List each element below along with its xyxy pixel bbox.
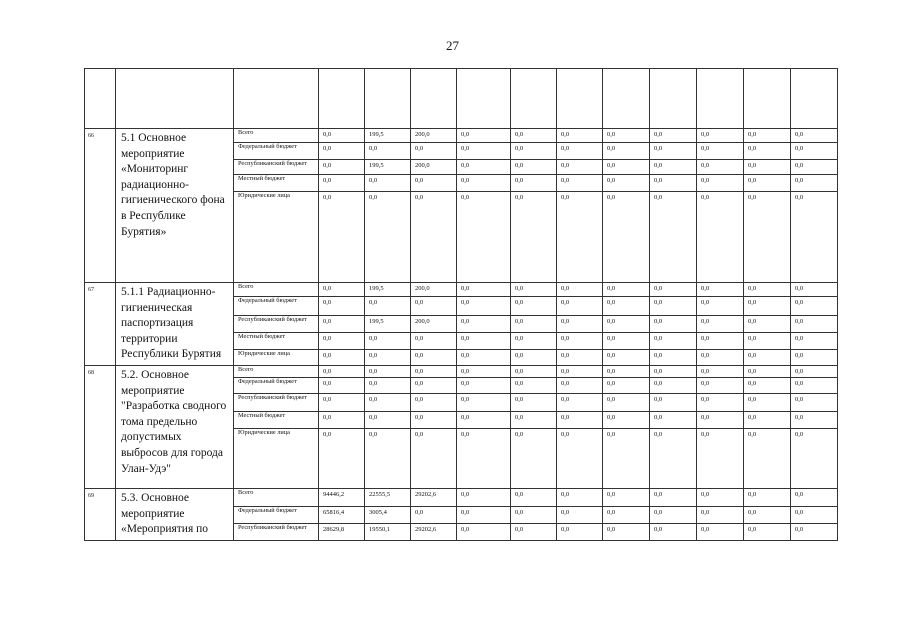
value-cell: 0,0 [557,129,603,143]
value-cell: 0,0 [603,350,650,366]
value-cell: 0,0 [457,489,511,507]
value-cell: 0,0 [557,394,603,412]
value-cell: 0,0 [457,350,511,366]
funding-source: Местный бюджет [234,333,319,350]
value-cell: 0,0 [791,412,838,429]
value-cell: 0,0 [411,192,457,283]
value-cell: 199,5 [365,129,411,143]
funding-source: Республиканский бюджет [234,394,319,412]
value-cell: 0,0 [697,394,744,412]
value-cell: 0,0 [411,175,457,192]
value-cell: 0,0 [557,316,603,333]
value-cell: 0,0 [457,366,511,378]
value-cell: 0,0 [511,366,557,378]
header-cell [411,69,457,129]
value-cell: 0,0 [557,160,603,175]
value-cell: 0,0 [365,394,411,412]
value-cell: 200,0 [411,316,457,333]
value-cell: 0,0 [791,366,838,378]
value-cell: 0,0 [557,366,603,378]
value-cell: 0,0 [744,175,791,192]
funding-source: Федеральный бюджет [234,143,319,160]
value-cell: 0,0 [319,129,365,143]
value-cell: 0,0 [744,378,791,394]
row-number: 68 [85,366,116,489]
value-cell: 0,0 [603,489,650,507]
value-cell: 0,0 [697,429,744,489]
value-cell: 0,0 [603,366,650,378]
header-cell [457,69,511,129]
value-cell: 0,0 [511,160,557,175]
value-cell: 0,0 [744,394,791,412]
value-cell: 0,0 [511,333,557,350]
value-cell: 0,0 [319,175,365,192]
value-cell: 0,0 [791,297,838,316]
value-cell: 199,5 [365,160,411,175]
funding-source: Местный бюджет [234,175,319,192]
value-cell: 0,0 [650,316,697,333]
value-cell: 0,0 [365,297,411,316]
value-cell: 22555,5 [365,489,411,507]
value-cell: 0,0 [791,129,838,143]
value-cell: 0,0 [744,333,791,350]
header-cell [697,69,744,129]
value-cell: 200,0 [411,160,457,175]
value-cell: 0,0 [411,412,457,429]
value-cell: 0,0 [411,143,457,160]
value-cell: 0,0 [744,366,791,378]
value-cell: 0,0 [650,378,697,394]
value-cell: 0,0 [511,192,557,283]
funding-source: Федеральный бюджет [234,378,319,394]
value-cell: 0,0 [319,366,365,378]
value-cell: 0,0 [557,283,603,297]
value-cell: 0,0 [411,394,457,412]
value-cell: 0,0 [744,192,791,283]
funding-source: Республиканский бюджет [234,160,319,175]
value-cell: 0,0 [697,524,744,541]
value-cell: 0,0 [319,316,365,333]
activity-name: 5.2. Основное мероприятие "Разработка сводного тома предельно допустимых выбросов для города Улан-Удэ" [116,366,234,489]
value-cell: 0,0 [457,333,511,350]
value-cell: 0,0 [411,350,457,366]
value-cell: 0,0 [650,175,697,192]
value-cell: 0,0 [511,297,557,316]
value-cell: 0,0 [511,129,557,143]
value-cell: 0,0 [511,316,557,333]
value-cell: 0,0 [603,283,650,297]
value-cell: 0,0 [744,160,791,175]
value-cell: 0,0 [557,378,603,394]
value-cell: 0,0 [697,160,744,175]
value-cell: 0,0 [791,524,838,541]
value-cell: 0,0 [697,283,744,297]
value-cell: 0,0 [411,507,457,524]
value-cell: 0,0 [650,366,697,378]
value-cell: 0,0 [603,297,650,316]
value-cell: 0,0 [411,429,457,489]
row-number: 66 [85,129,116,283]
value-cell: 0,0 [457,129,511,143]
value-cell: 0,0 [365,366,411,378]
value-cell: 0,0 [557,412,603,429]
value-cell: 0,0 [603,524,650,541]
value-cell: 0,0 [697,297,744,316]
value-cell: 0,0 [650,507,697,524]
value-cell: 0,0 [791,333,838,350]
value-cell: 0,0 [457,394,511,412]
value-cell: 0,0 [319,412,365,429]
value-cell: 0,0 [319,350,365,366]
value-cell: 0,0 [791,489,838,507]
activity-name: 5.1.1 Радиационно-гигиеническая паспортизация территории Республики Бурятия [116,283,234,366]
value-cell: 0,0 [319,160,365,175]
value-cell: 0,0 [557,333,603,350]
value-cell: 0,0 [319,283,365,297]
header-cell [603,69,650,129]
value-cell: 0,0 [557,143,603,160]
value-cell: 3005,4 [365,507,411,524]
value-cell: 0,0 [603,160,650,175]
value-cell: 0,0 [457,143,511,160]
value-cell: 0,0 [511,489,557,507]
value-cell: 0,0 [744,429,791,489]
value-cell: 199,5 [365,283,411,297]
value-cell: 29202,6 [411,489,457,507]
value-cell: 0,0 [650,412,697,429]
value-cell: 0,0 [457,192,511,283]
value-cell: 0,0 [650,350,697,366]
funding-source: Местный бюджет [234,412,319,429]
header-cell [511,69,557,129]
value-cell: 0,0 [365,175,411,192]
value-cell: 0,0 [557,524,603,541]
value-cell: 0,0 [457,160,511,175]
value-cell: 0,0 [650,192,697,283]
value-cell: 0,0 [603,192,650,283]
value-cell: 0,0 [511,429,557,489]
table-row [85,489,838,507]
value-cell: 0,0 [603,412,650,429]
value-cell: 0,0 [744,316,791,333]
value-cell: 0,0 [791,160,838,175]
value-cell: 0,0 [603,507,650,524]
header-cell [744,69,791,129]
value-cell: 0,0 [511,394,557,412]
value-cell: 0,0 [457,175,511,192]
value-cell: 0,0 [511,378,557,394]
row-number: 69 [85,489,116,541]
value-cell: 0,0 [557,429,603,489]
value-cell: 0,0 [319,378,365,394]
value-cell: 0,0 [511,524,557,541]
value-cell: 0,0 [365,378,411,394]
value-cell: 0,0 [457,297,511,316]
value-cell: 0,0 [603,175,650,192]
value-cell: 28629,8 [319,524,365,541]
value-cell: 0,0 [557,175,603,192]
value-cell: 0,0 [650,489,697,507]
value-cell: 0,0 [511,350,557,366]
value-cell: 0,0 [744,489,791,507]
value-cell: 0,0 [603,143,650,160]
value-cell: 0,0 [697,175,744,192]
value-cell: 0,0 [557,507,603,524]
value-cell: 0,0 [457,524,511,541]
value-cell: 0,0 [697,489,744,507]
header-cell [85,69,116,129]
value-cell: 0,0 [791,507,838,524]
value-cell: 0,0 [365,412,411,429]
value-cell: 0,0 [697,350,744,366]
value-cell: 0,0 [411,297,457,316]
funding-source: Юридические лица [234,429,319,489]
funding-source: Федеральный бюджет [234,507,319,524]
value-cell: 0,0 [511,143,557,160]
value-cell: 0,0 [411,378,457,394]
value-cell: 0,0 [791,192,838,283]
value-cell: 0,0 [744,143,791,160]
value-cell: 0,0 [791,316,838,333]
value-cell: 0,0 [744,524,791,541]
value-cell: 0,0 [650,160,697,175]
value-cell: 0,0 [319,192,365,283]
header-cell [116,69,234,129]
value-cell: 0,0 [603,333,650,350]
value-cell: 0,0 [650,283,697,297]
value-cell: 0,0 [791,283,838,297]
funding-source: Всего [234,366,319,378]
value-cell: 0,0 [791,143,838,160]
value-cell: 0,0 [697,143,744,160]
value-cell: 0,0 [650,333,697,350]
value-cell: 0,0 [603,316,650,333]
value-cell: 0,0 [791,350,838,366]
value-cell: 0,0 [744,283,791,297]
value-cell: 0,0 [319,394,365,412]
funding-source: Всего [234,129,319,143]
value-cell: 0,0 [557,489,603,507]
value-cell: 0,0 [511,175,557,192]
value-cell: 200,0 [411,283,457,297]
value-cell: 0,0 [457,316,511,333]
value-cell: 0,0 [791,175,838,192]
value-cell: 0,0 [319,297,365,316]
value-cell: 0,0 [557,192,603,283]
value-cell: 0,0 [319,429,365,489]
value-cell: 0,0 [457,378,511,394]
value-cell: 0,0 [697,333,744,350]
value-cell: 0,0 [457,429,511,489]
value-cell: 29202,6 [411,524,457,541]
value-cell: 0,0 [744,412,791,429]
value-cell: 0,0 [744,507,791,524]
activity-name: 5.3. Основное мероприятие «Мероприятия по [116,489,234,541]
value-cell: 0,0 [744,297,791,316]
value-cell: 0,0 [650,524,697,541]
funding-source: Всего [234,489,319,507]
value-cell: 0,0 [650,143,697,160]
value-cell: 65816,4 [319,507,365,524]
value-cell: 0,0 [650,429,697,489]
value-cell: 0,0 [411,366,457,378]
value-cell: 0,0 [319,143,365,160]
funding-source: Юридические лица [234,192,319,283]
value-cell: 0,0 [365,429,411,489]
header-cell [319,69,365,129]
value-cell: 0,0 [650,394,697,412]
value-cell: 0,0 [650,129,697,143]
value-cell: 0,0 [457,283,511,297]
value-cell: 0,0 [457,507,511,524]
table-row [85,283,838,297]
value-cell: 0,0 [457,412,511,429]
value-cell: 0,0 [697,366,744,378]
value-cell: 0,0 [365,143,411,160]
value-cell: 200,0 [411,129,457,143]
value-cell: 0,0 [697,192,744,283]
activity-name: 5.1 Основное мероприятие «Мониторинг радиационно-гигиенического фона в Республике Бурятия» [116,129,234,283]
value-cell: 0,0 [744,129,791,143]
value-cell: 0,0 [365,333,411,350]
funding-source: Республиканский бюджет [234,524,319,541]
value-cell: 0,0 [791,429,838,489]
value-cell: 0,0 [603,378,650,394]
value-cell: 0,0 [697,316,744,333]
value-cell: 0,0 [511,507,557,524]
value-cell: 0,0 [557,350,603,366]
funding-source: Республиканский бюджет [234,316,319,333]
value-cell: 0,0 [603,394,650,412]
header-row [85,69,838,129]
row-number: 67 [85,283,116,366]
value-cell: 0,0 [791,394,838,412]
value-cell: 0,0 [557,297,603,316]
value-cell: 0,0 [319,333,365,350]
value-cell: 0,0 [511,283,557,297]
value-cell: 199,5 [365,316,411,333]
table-row [85,129,838,143]
value-cell: 0,0 [744,350,791,366]
header-cell [365,69,411,129]
value-cell: 0,0 [697,378,744,394]
value-cell: 0,0 [791,378,838,394]
value-cell: 0,0 [697,412,744,429]
budget-table [84,68,838,541]
value-cell: 0,0 [365,350,411,366]
value-cell: 0,0 [650,297,697,316]
value-cell: 0,0 [603,429,650,489]
header-cell [234,69,319,129]
value-cell: 0,0 [365,192,411,283]
funding-source: Юридические лица [234,350,319,366]
value-cell: 0,0 [697,129,744,143]
header-cell [650,69,697,129]
header-cell [791,69,838,129]
value-cell: 0,0 [603,129,650,143]
page-number: 27 [446,38,459,53]
funding-source: Федеральный бюджет [234,297,319,316]
value-cell: 0,0 [697,507,744,524]
value-cell: 94446,2 [319,489,365,507]
value-cell: 0,0 [411,333,457,350]
value-cell: 0,0 [511,412,557,429]
funding-source: Всего [234,283,319,297]
value-cell: 19550,1 [365,524,411,541]
table-row [85,366,838,378]
header-cell [557,69,603,129]
